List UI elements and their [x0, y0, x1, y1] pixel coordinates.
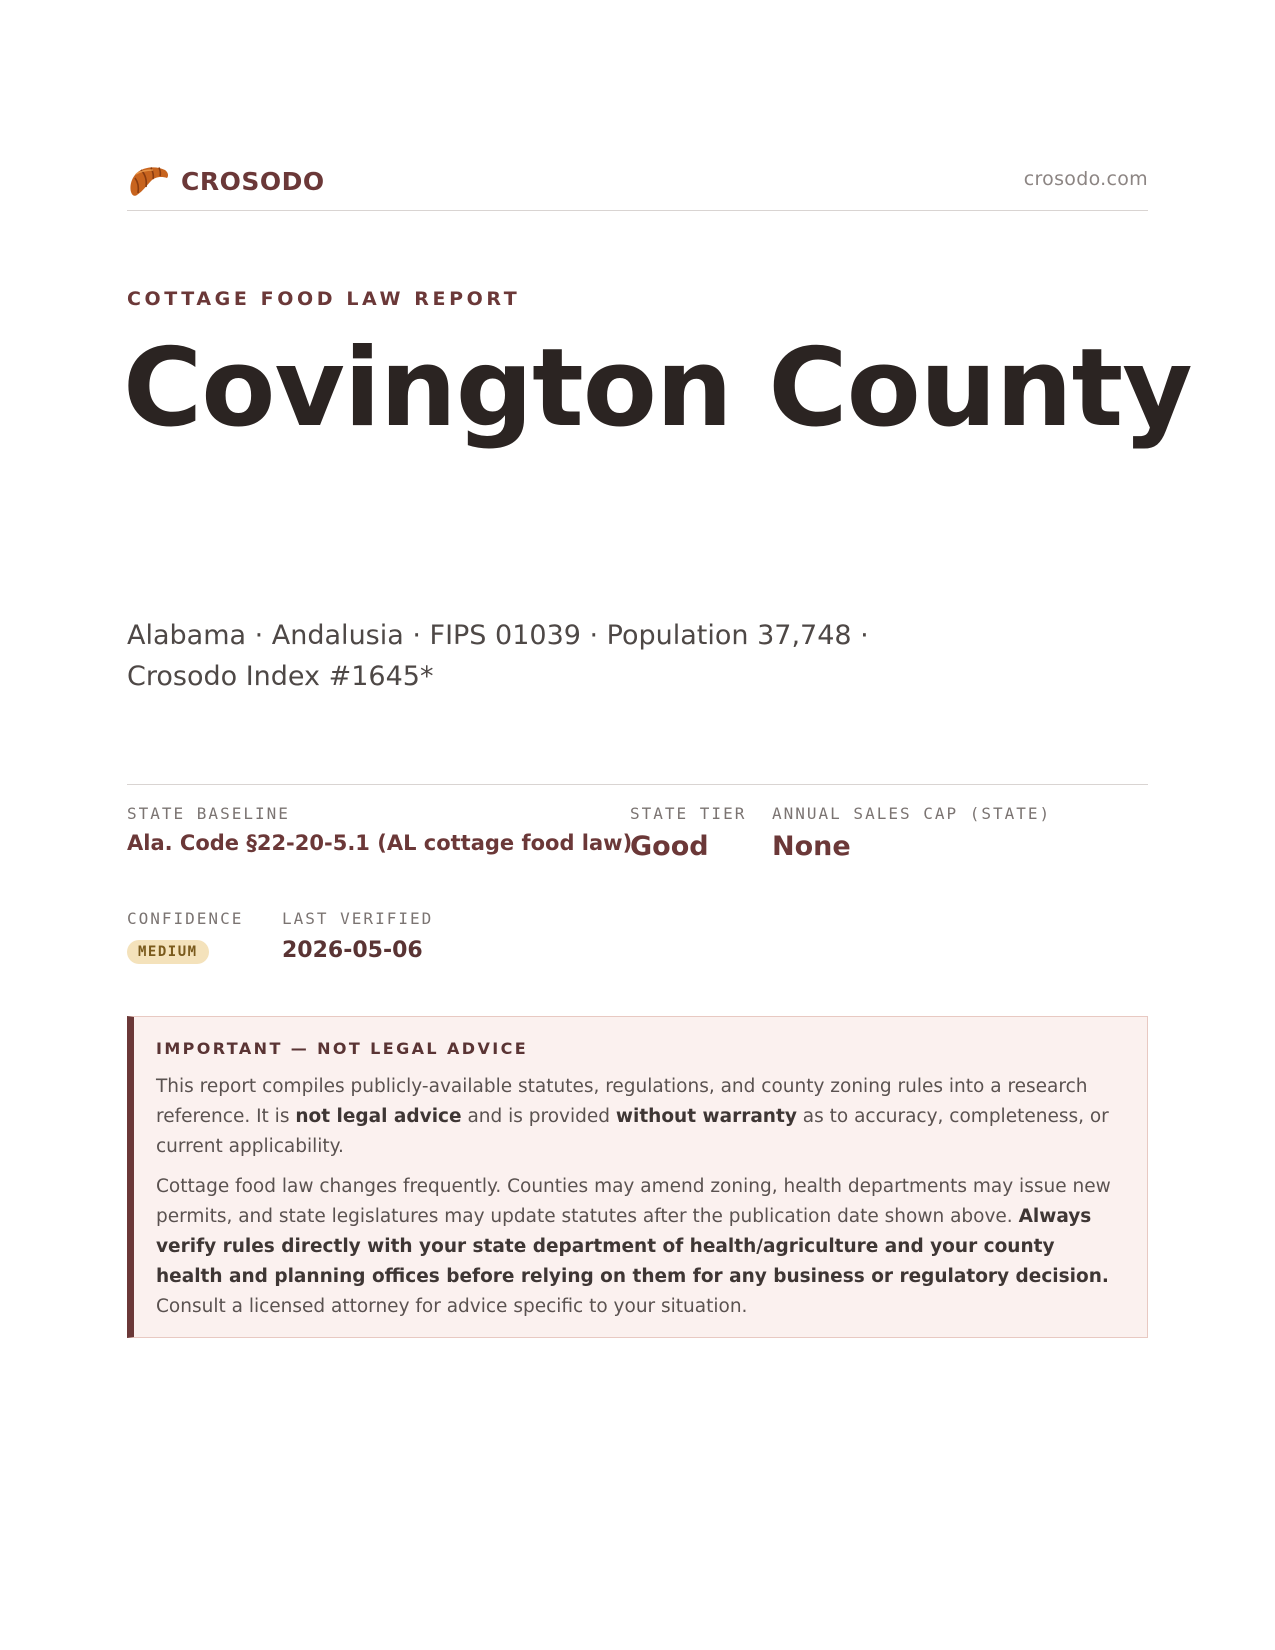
state-tier-value: Good — [630, 831, 709, 862]
confidence-label: CONFIDENCE — [127, 909, 244, 928]
page-header — [127, 158, 1148, 211]
notice-p2-text: Cottage food law changes frequently. Counties may amend zoning, health departments may issue new permits, and state legislatures may update statutes after the publication date shown above. — [156, 1176, 1111, 1227]
report-subtitle — [127, 615, 887, 697]
fact-last-verified — [282, 909, 433, 963]
state-tier-label: STATE TIER — [630, 804, 747, 823]
notice-paragraph-1 — [156, 1072, 1123, 1162]
notice-paragraph-2 — [156, 1172, 1123, 1322]
notice-heading: IMPORTANT — NOT LEGAL ADVICE — [156, 1039, 529, 1058]
subtitle-line-1: Alabama · Andalusia · FIPS 01039 · Population 37,748 · — [127, 620, 869, 651]
fact-sales-cap — [772, 804, 1051, 862]
croissant-icon — [127, 162, 171, 200]
brand-name: CROSODO — [181, 166, 325, 196]
page-title: Covington County — [123, 326, 1192, 451]
fact-state-baseline — [127, 804, 632, 855]
notice-p1-text: This report compiles publicly-available statutes, regulations, and county zoning rules into a research reference. It is — [156, 1076, 1088, 1127]
sales-cap-label: ANNUAL SALES CAP (STATE) — [772, 804, 1052, 823]
notice-p1-text-3: as to accuracy, completeness, or current applicability. — [156, 1106, 1109, 1157]
notice-p1-bold-1: not legal advice — [295, 1106, 462, 1127]
state-baseline-label: STATE BASELINE — [127, 804, 290, 823]
brand[interactable] — [127, 162, 325, 200]
last-verified-value: 2026-05-06 — [282, 938, 423, 963]
report-kicker: COTTAGE FOOD LAW REPORT — [127, 288, 521, 310]
fact-state-tier — [630, 804, 746, 862]
notice-p2-text-2: Consult a licensed attorney for advice specific to your situation. — [156, 1296, 748, 1317]
subtitle-line-2: Crosodo Index #1645* — [127, 661, 434, 692]
state-baseline-value: Ala. Code §22-20-5.1 (AL cottage food law) — [127, 831, 633, 855]
legal-notice — [127, 1016, 1148, 1338]
notice-p1-bold-2: without warranty — [615, 1106, 797, 1127]
notice-p2-bold: Always verify rules directly with your state department of health/agriculture and your county health and planning offices before relying on them for any business or regulatory decision. — [156, 1206, 1109, 1287]
last-verified-label: LAST VERIFIED — [282, 909, 434, 928]
facts-divider — [127, 784, 1148, 785]
sales-cap-value: None — [772, 831, 851, 862]
confidence-badge: MEDIUM — [127, 940, 209, 964]
fact-confidence — [127, 909, 243, 964]
notice-p1-text-2: and is provided — [461, 1106, 616, 1127]
site-url[interactable]: crosodo.com — [1023, 168, 1148, 190]
